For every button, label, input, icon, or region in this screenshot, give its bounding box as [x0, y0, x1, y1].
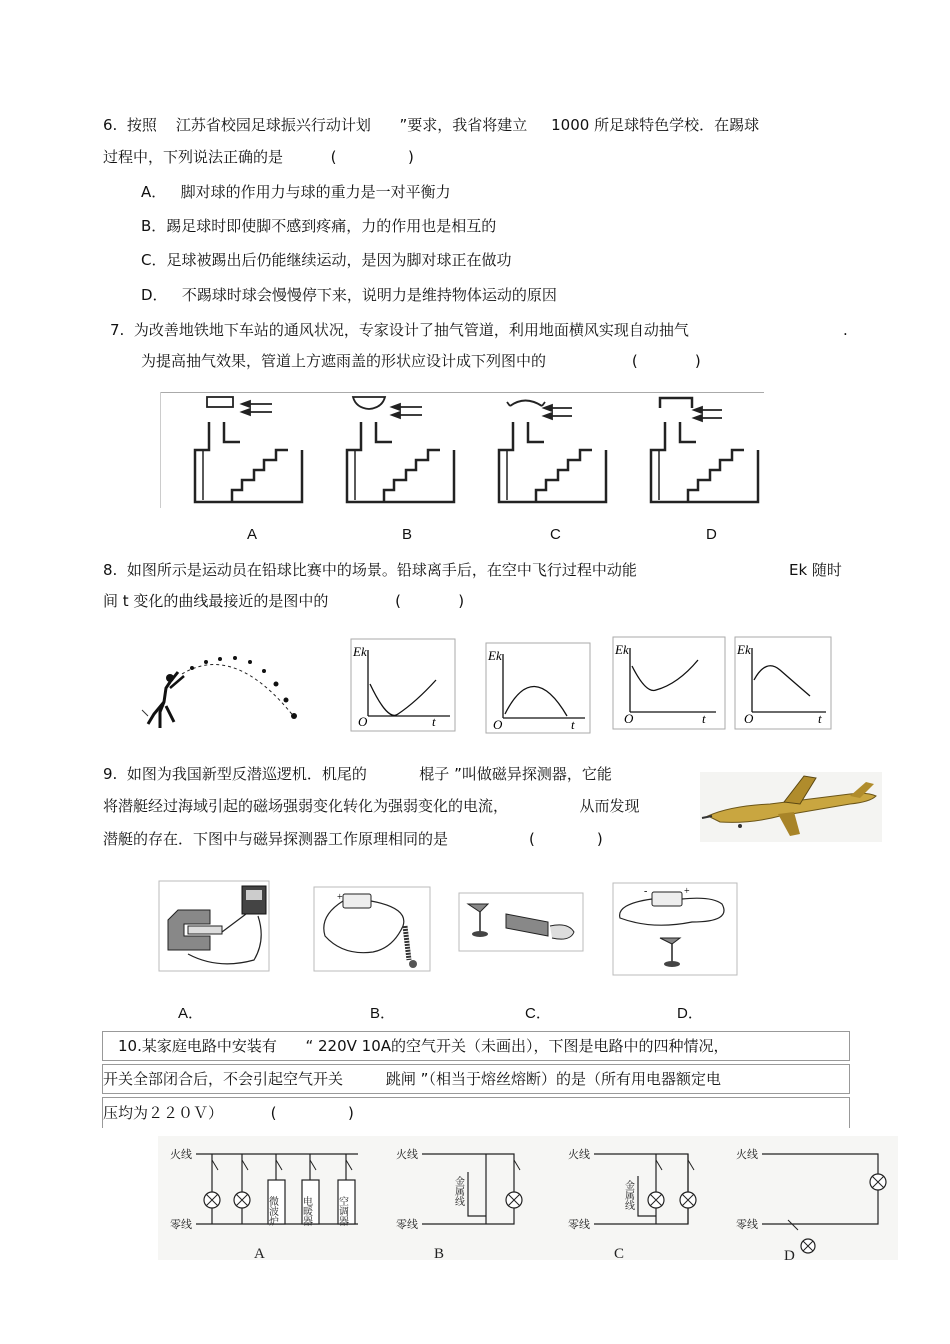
q7-line1-end: . — [843, 321, 848, 339]
q9-label-c: C． — [525, 1005, 551, 1022]
q7-label-d: D — [706, 526, 717, 543]
q9-label-a: A． — [178, 1005, 204, 1022]
q9-figure-a-generator — [158, 880, 270, 972]
q7-label-b: B — [402, 526, 413, 543]
q10-a-neutral-label: 零线 — [170, 1219, 192, 1231]
shot-put-figure — [140, 654, 302, 732]
patrol-aircraft-photo — [700, 772, 882, 842]
q8-graph-b-origin-label: O — [493, 717, 503, 732]
q10-appliance-heater: 电暖器 — [300, 1196, 312, 1226]
q6-line1: 6. 按照 江苏省校园足球振兴行动计划 ”要求，我省将建立 1000 所足球特色学校．在踢球 — [103, 116, 760, 134]
q8-ek: Ek 随时 — [789, 561, 842, 579]
q7-label-a: A — [247, 526, 258, 543]
q8-graph-a-t-label: t — [432, 714, 436, 729]
q9-line1: 9. 如图为我国新型反潜巡逻机．机尾的 棍子 ”叫做磁异探测器，它能 — [103, 765, 612, 783]
q10-line2: 开关全部闭合后，不会引起空气开关 跳闸 ”（相当于熔丝熔断）的是（所有用电器额定电 — [103, 1070, 721, 1088]
q10-label-d: D — [784, 1248, 795, 1260]
svg-text:-: - — [644, 886, 648, 897]
q10-b-metal-label: 金属线 — [452, 1176, 464, 1206]
q10-circuit-figure — [158, 1136, 898, 1260]
q8-graph-c-t-label: t — [702, 711, 706, 726]
q6-option-b: B．踢足球时即使脚不感到疼痛，力的作用也是相互的 — [141, 217, 497, 235]
q8-graph-d-ek-label: Ek — [737, 642, 751, 657]
svg-text:+: + — [337, 892, 343, 903]
q8-graph-b-t-label: t — [571, 717, 575, 732]
q10-c-neutral-label: 零线 — [568, 1219, 590, 1231]
q9-figure-b-electromagnet — [313, 886, 431, 972]
q8-graph-a-ek-label: Ek — [353, 644, 367, 659]
q8-graph-a — [350, 638, 456, 732]
svg-text:+: + — [684, 886, 690, 897]
q8-graph-c-ek-label: Ek — [615, 642, 629, 657]
q8-graph-b — [485, 642, 591, 734]
q10-appliance-microwave: 微波炉 — [266, 1196, 278, 1226]
q9-label-d: D． — [677, 1005, 703, 1022]
q10-line3: 压均为２２０Ｖ） ( ) — [103, 1104, 354, 1122]
q10-label-b: B — [434, 1246, 445, 1260]
q8-graph-d — [734, 636, 832, 730]
q10-c-metal-label: 金属线 — [622, 1180, 634, 1210]
q9-figure-c-oersted — [458, 892, 584, 952]
q8-graph-a-origin-label: O — [358, 714, 368, 729]
q10-appliance-aircon: 空调器 — [336, 1196, 348, 1226]
q8-graph-d-t-label: t — [818, 711, 822, 726]
q7-line2: 为提高抽气效果，管道上方遮雨盖的形状应设计成下列图中的 ( ) — [141, 352, 701, 370]
q9-line2: 将潜艇经过海域引起的磁场强弱变化转化为强弱变化的电流， 从而发现 — [103, 797, 640, 815]
q8-graph-b-ek-label: Ek — [488, 648, 502, 663]
q10-d-live-label: 火线 — [736, 1149, 758, 1161]
q9-label-b: B． — [370, 1005, 396, 1022]
q9-figure-d-circuit — [612, 882, 738, 976]
q10-label-c: C — [614, 1246, 625, 1260]
q10-line1: 10.某家庭电路中安装有 “ 220V 10A的空气开关（未画出），下图是电路中的四种情况， — [118, 1037, 729, 1055]
q6-line2: 过程中，下列说法正确的是 ( ) — [103, 148, 414, 166]
q10-b-neutral-label: 零线 — [396, 1219, 418, 1231]
q7-line1: 7. 为改善地铁地下车站的通风状况，专家设计了抽气管道，利用地面横风实现自动抽气 — [110, 321, 689, 339]
q6-option-d: D． 不踢球时球会慢慢停下来，说明力是维持物体运动的原因 — [141, 286, 557, 304]
q9-line3: 潜艇的存在．下图中与磁异探测器工作原理相同的是 ( ) — [103, 830, 603, 848]
q8-graph-c — [612, 636, 726, 730]
q7-ventilation-figure — [160, 392, 764, 508]
q10-b-live-label: 火线 — [396, 1149, 418, 1161]
q10-c-live-label: 火线 — [568, 1149, 590, 1161]
q8-line2: 间 t 变化的曲线最接近的是图中的 ( ) — [103, 592, 465, 610]
q10-label-a: A — [254, 1246, 265, 1260]
q8-graph-d-origin-label: O — [744, 711, 754, 726]
q6-option-c: C．足球被踢出后仍能继续运动，是因为脚对球正在做功 — [141, 251, 512, 269]
q10-a-live-label: 火线 — [170, 1149, 192, 1161]
q8-line1: 8. 如图所示是运动员在铅球比赛中的场景。铅球离手后，在空中飞行过程中动能 — [103, 561, 637, 579]
q6-option-a: A． 脚对球的作用力与球的重力是一对平衡力 — [141, 183, 451, 201]
q10-d-neutral-label: 零线 — [736, 1219, 758, 1231]
q8-graph-c-origin-label: O — [624, 711, 634, 726]
q7-label-c: C — [550, 526, 561, 543]
